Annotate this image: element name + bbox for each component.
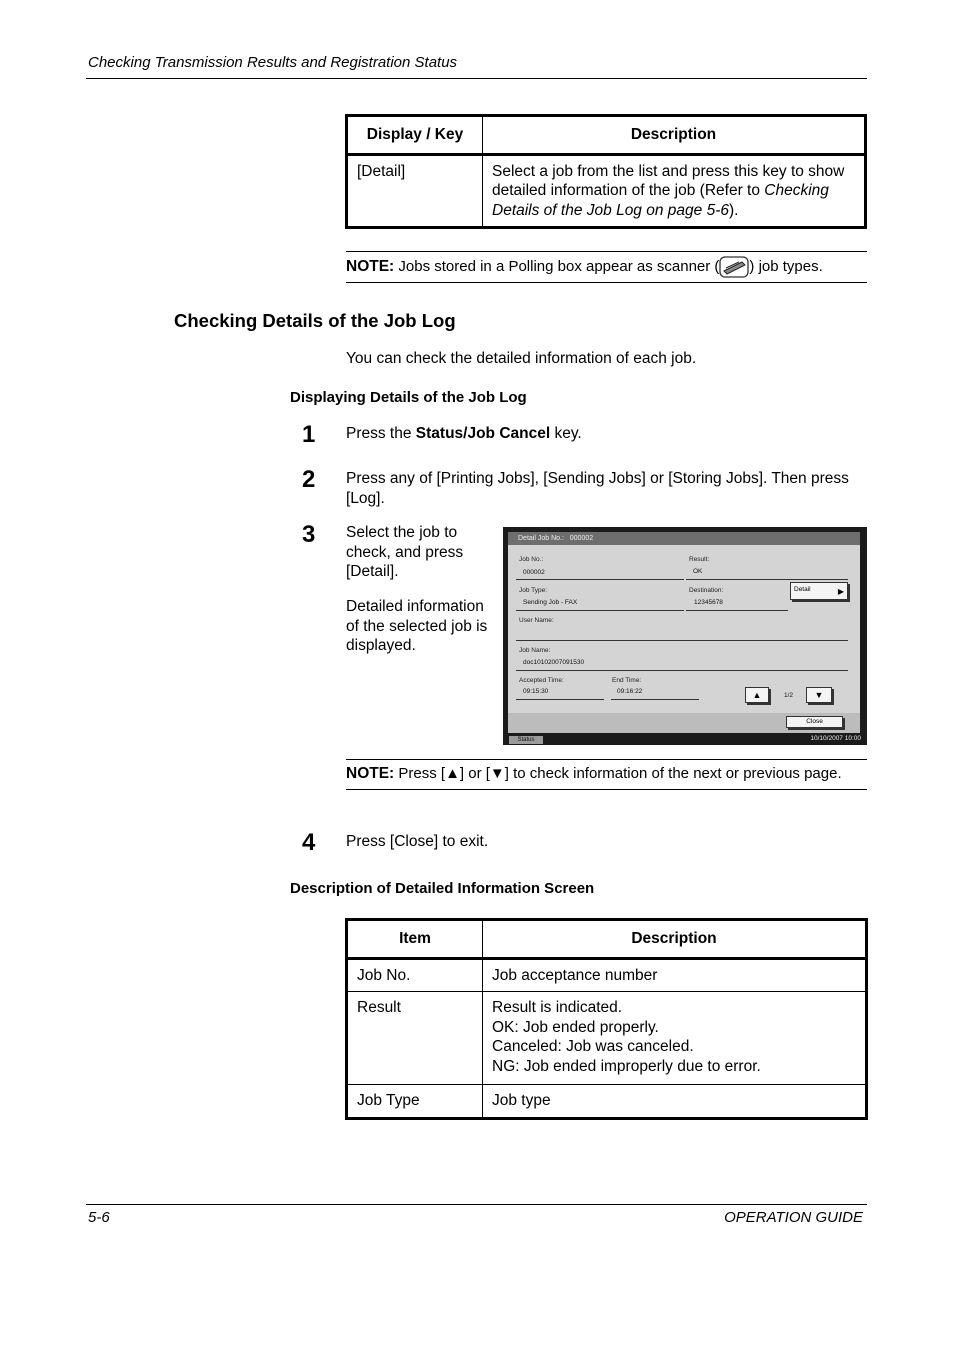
result-label: Result:	[689, 556, 710, 563]
table-row	[347, 992, 867, 1085]
table-header-item: Item	[347, 920, 483, 959]
end-time-label: End Time:	[612, 677, 642, 684]
step-3-text: Select the job to check, and press [Detail].	[346, 524, 464, 580]
key-cell: [Detail]	[347, 154, 483, 228]
end-time-value: 09:16:22	[617, 688, 643, 695]
table-row	[347, 154, 866, 228]
item-cell: Job No.	[347, 958, 483, 992]
description-cell: Job acceptance number	[483, 958, 867, 992]
note-label: NOTE:	[346, 258, 395, 275]
description-line: Result is indicated.	[492, 999, 623, 1016]
step-1-pre: Press the	[346, 425, 416, 442]
cross-reference: Checking Details of the Job Log on page 5-6	[492, 182, 829, 219]
screen-title-value: 000002	[569, 535, 594, 542]
detail-button[interactable]	[790, 582, 848, 600]
field-underline	[516, 579, 684, 580]
play-arrow-icon: ▶	[837, 587, 844, 596]
accepted-time-value: 09:15:30	[523, 688, 549, 695]
note-text: Jobs stored in a Polling box appear as scanner (	[394, 258, 720, 275]
up-arrow-icon: ▲	[752, 690, 762, 700]
field-underline	[516, 699, 604, 700]
job-name-value: doc10102007091530	[523, 659, 585, 666]
detail-screen-panel	[508, 532, 860, 733]
table-header-description: Description	[483, 116, 866, 155]
running-header: Checking Transmission Results and Registration Status	[88, 54, 458, 71]
detail-button-label: Detail	[794, 586, 811, 593]
screen-title-label: Detail Job No.:	[518, 535, 564, 542]
page-up-button[interactable]	[745, 687, 769, 703]
description-line: OK: Job ended properly.	[492, 1018, 659, 1036]
detail-screen-image	[503, 527, 867, 745]
header-rule	[86, 78, 867, 79]
description-cell	[483, 154, 866, 228]
job-no-value: 000002	[523, 569, 545, 576]
job-no-label: Job No.:	[519, 556, 544, 563]
field-underline	[611, 699, 699, 700]
destination-value: 12345678	[694, 599, 723, 606]
date-time: 10/10/2007 10:00	[810, 735, 861, 742]
field-underline	[516, 640, 848, 641]
key-description-table	[345, 114, 867, 229]
step-1-post: key.	[550, 425, 582, 442]
close-button[interactable]: Close	[786, 716, 843, 728]
note-page-navigation	[346, 759, 867, 790]
section-intro: You can check the detailed information of each job.	[346, 350, 697, 367]
section-title: Checking Details of the Job Log	[174, 310, 456, 331]
user-name-label: User Name:	[519, 617, 554, 624]
description-line: NG: Job ended improperly due to error.	[492, 1057, 761, 1075]
note-text: Press [▲] or [▼] to check information of the next or previous page.	[394, 765, 842, 782]
result-value: OK	[693, 568, 703, 575]
table-header-display-key: Display / Key	[347, 116, 483, 155]
guide-title: OPERATION GUIDE	[724, 1209, 863, 1226]
item-cell: Result	[347, 992, 483, 1085]
step-4-text: Press [Close] to exit.	[346, 833, 489, 850]
note-text-end: ) job types.	[749, 258, 823, 275]
subheading-description: Description of Detailed Information Screen	[290, 880, 595, 897]
accepted-time-label: Accepted Time:	[519, 677, 564, 684]
description-line: Canceled: Job was canceled.	[492, 1038, 694, 1055]
note-label: NOTE:	[346, 765, 395, 782]
down-arrow-icon: ▼	[814, 690, 824, 700]
step-number: 2	[302, 466, 316, 493]
description-cell	[483, 992, 867, 1085]
job-name-label: Job Name:	[519, 647, 551, 654]
job-type-label: Job Type:	[519, 587, 548, 594]
step-2-text: Press any of [Printing Jobs], [Sending Jobs] or [Storing Jobs]. Then press [Log].	[346, 470, 849, 507]
page-down-button[interactable]	[806, 687, 832, 703]
subheading-displaying: Displaying Details of the Job Log	[290, 389, 527, 406]
step-number: 4	[302, 829, 316, 856]
description-text: Select a job from the list and press this key to show detailed information of the job (Refer to	[492, 162, 845, 199]
step-number: 3	[302, 521, 316, 548]
status-job-cancel-key: Status/Job Cancel	[415, 425, 551, 442]
field-underline	[516, 610, 684, 611]
status-bar	[503, 734, 867, 745]
description-text-end: ).	[728, 201, 739, 219]
step-1-text	[346, 424, 582, 444]
step-3-result-text: Detailed information of the selected job is displayed.	[346, 598, 488, 654]
scanner-icon	[719, 256, 749, 278]
table-header-description: Description	[483, 920, 867, 959]
footer-rule	[86, 1204, 867, 1205]
description-cell: Job type	[483, 1085, 867, 1119]
status-tab[interactable]: Status	[509, 736, 543, 744]
item-cell: Job Type	[347, 1085, 483, 1119]
field-underline	[516, 670, 848, 671]
table-row	[347, 958, 867, 992]
note-polling-box	[346, 251, 867, 283]
field-underline	[686, 579, 848, 580]
job-type-value: Sending Job - FAX	[523, 599, 578, 606]
page-indicator: 1/2	[784, 692, 794, 699]
field-underline	[686, 610, 788, 611]
table-row	[347, 1085, 867, 1119]
destination-label: Destination:	[689, 587, 724, 594]
screen-title-bar	[508, 532, 860, 545]
item-description-table	[345, 918, 868, 1120]
page-number: 5-6	[88, 1209, 110, 1226]
step-number: 1	[302, 421, 316, 448]
